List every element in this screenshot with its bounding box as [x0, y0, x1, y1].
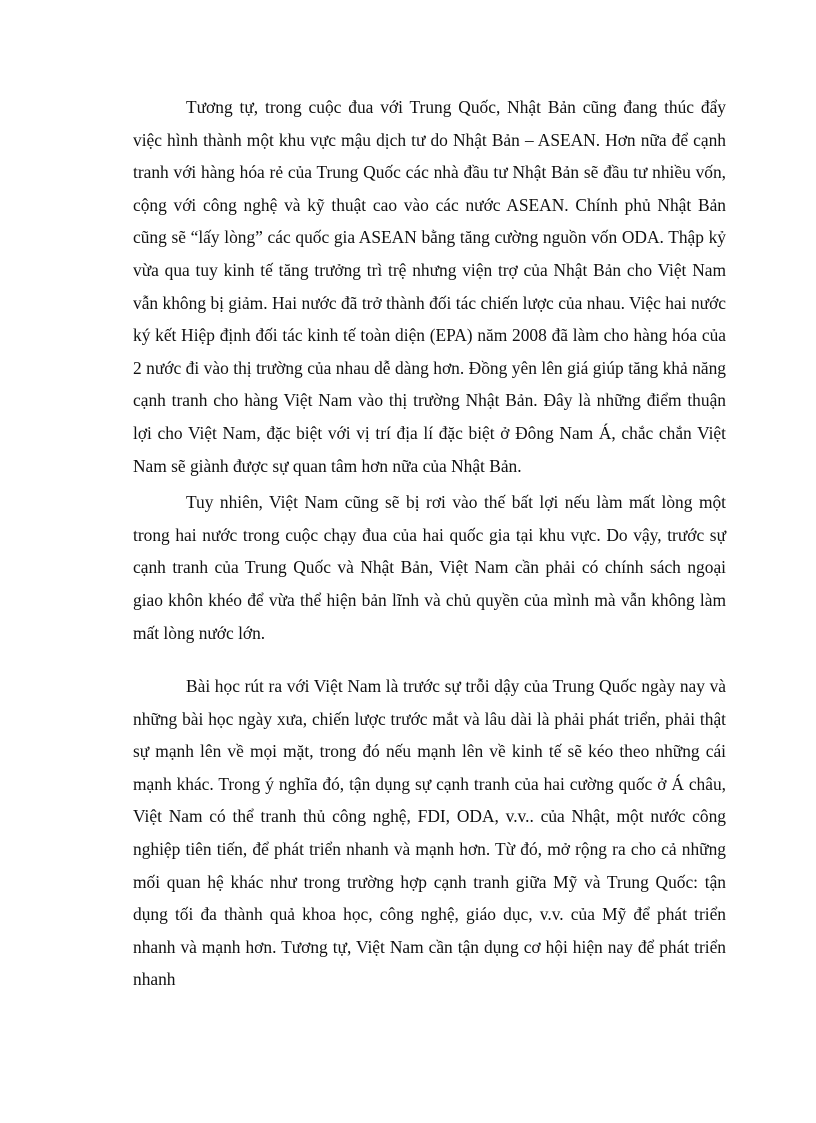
paragraph-japan-asean: Tương tự, trong cuộc đua với Trung Quốc, Nhật Bản cũng đang thúc đẩy việc hình thành một khu vực mậu dịch tư do Nhật Bản – ASEAN. Hơn nữa để cạnh tranh với hàng hóa rẻ của Trung Quốc các nhà đầu tư Nhật Bản sẽ đầu tư nhiều vốn, cộng với công nghệ và kỹ thuật cao vào các nước ASEAN. Chính phủ Nhật Bản cũng sẽ “lấy lòng” các quốc gia ASEAN bằng tăng cường nguồn vốn ODA. Thập kỷ vừa qua tuy kinh tế tăng trưởng trì trệ nhưng viện trợ của Nhật Bản cho Việt Nam vẫn không bị giảm. Hai nước đã trở thành đối tác chiến lược của nhau. Việc hai nước ký kết Hiệp định đối tác kinh tế toàn diện (EPA) năm 2008 đã làm cho hàng hóa của 2 nước đi vào thị trường của nhau dễ dàng hơn. Đồng yên lên giá giúp tăng khả năng cạnh tranh cho hàng Việt Nam vào thị trường Nhật Bản. Đây là những điểm thuận lợi cho Việt Nam, đặc biệt với vị trí địa lí đặc biệt ở Đông Nam Á, chắc chắn Việt Nam sẽ giành được sự quan tâm hơn nữa của Nhật Bản. — [133, 97, 726, 476]
paragraph-lessons-learned: Bài học rút ra với Việt Nam là trước sự trỗi dậy của Trung Quốc ngày nay và những bài học ngày xưa, chiến lược trước mắt và lâu dài là phải phát triển, phải thật sự mạnh lên về mọi mặt, trong đó nếu mạnh lên về kinh tế sẽ kéo theo những cái mạnh khác. Trong ý nghĩa đó, tận dụng sự cạnh tranh của hai cường quốc ở Á châu, Việt Nam có thể tranh thủ công nghệ, FDI, ODA, v.v.. của Nhật, một nước công nghiệp tiên tiến, để phát triển nhanh và mạnh hơn. Từ đó, mở rộng ra cho cả những mối quan hệ khác như trong trường hợp cạnh tranh giữa Mỹ và Trung Quốc: tận dụng tối đa thành quả khoa học, công nghệ, giáo dục, v.v. của Mỹ để phát triển nhanh và mạnh hơn. Tương tự, Việt Nam cần tận dụng cơ hội hiện nay để phát triển nhanh — [133, 676, 726, 990]
document-body — [133, 91, 726, 996]
paragraph-vietnam-disadvantage: Tuy nhiên, Việt Nam cũng sẽ bị rơi vào thế bất lợi nếu làm mất lòng một trong hai nước trong cuộc chạy đua của hai quốc gia tại khu vực. Do vậy, trước sự cạnh tranh của Trung Quốc và Nhật Bản, Việt Nam cần phải có chính sách ngoại giao khôn khéo để vừa thể hiện bản lĩnh và chủ quyền của mình mà vẫn không làm mất lòng nước lớn. — [133, 492, 726, 643]
